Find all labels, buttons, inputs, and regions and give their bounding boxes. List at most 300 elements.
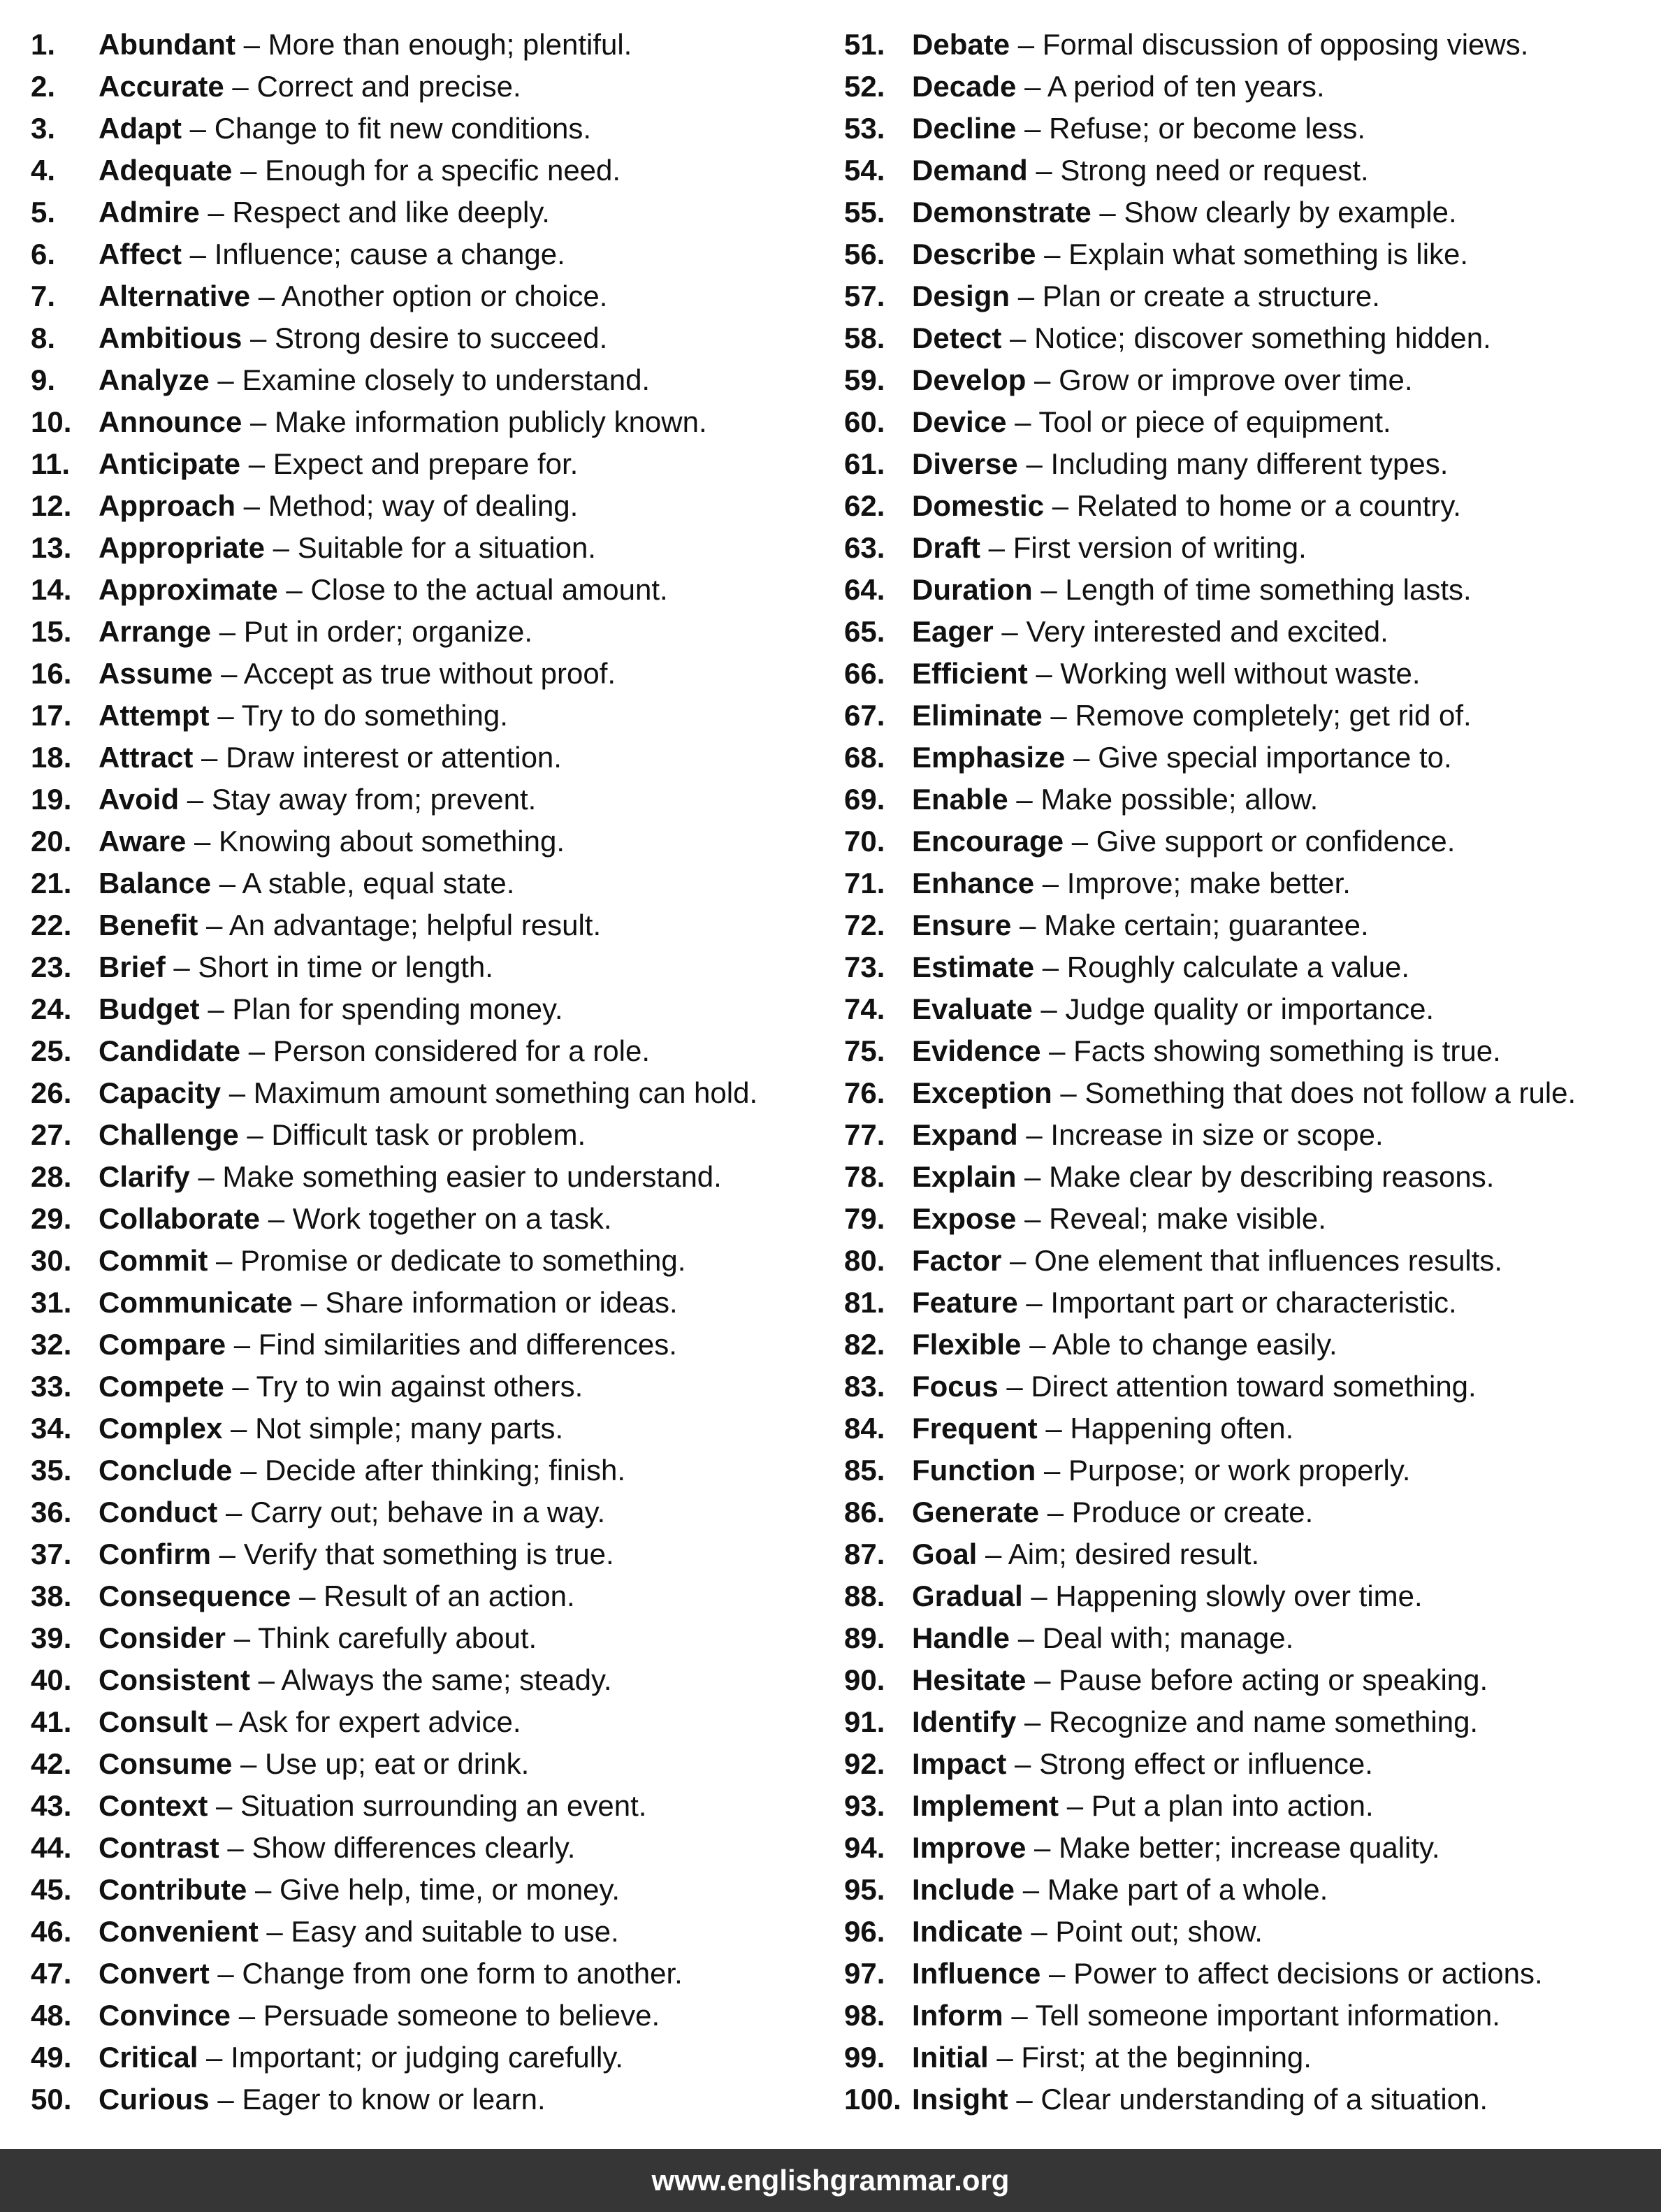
footer-website[interactable]: www.englishgrammar.org (651, 2164, 1010, 2197)
entry-word: Duration (912, 573, 1033, 606)
entry-text (912, 946, 1409, 988)
entry-number: 25. (31, 1034, 72, 1067)
entry-text (912, 1156, 1494, 1198)
entry-number: 12. (31, 489, 72, 522)
entry-word: Aware (99, 825, 187, 858)
entry-definition: Happening slowly over time. (1055, 1580, 1423, 1612)
entry-number: 38. (31, 1580, 72, 1612)
entry-definition: Accept as true without proof. (243, 657, 616, 690)
entry-separator: – (219, 1831, 252, 1864)
entry-definition: Point out; show. (1055, 1915, 1263, 1948)
entry-definition: Strong desire to succeed. (275, 321, 608, 354)
entry-word: Communicate (99, 1286, 293, 1319)
entry-separator: – (211, 1538, 244, 1570)
entry-separator: – (1001, 321, 1035, 354)
entry-definition: Tool or piece of equipment. (1038, 405, 1391, 438)
entry-number: 65. (844, 615, 885, 648)
entry-word: Arrange (99, 615, 212, 648)
entry-word: Generate (912, 1496, 1040, 1528)
entry-number: 46. (31, 1915, 72, 1948)
entry-separator: – (240, 447, 273, 480)
vocabulary-entry (844, 1995, 1655, 2037)
entry-definition: Easy and suitable to use. (291, 1915, 619, 1948)
entry-word: Focus (912, 1370, 999, 1403)
vocabulary-entry (31, 401, 841, 443)
entry-text (99, 485, 578, 527)
vocabulary-entry (31, 443, 841, 485)
entry-text (912, 1282, 1457, 1324)
entry-number: 74. (844, 992, 885, 1025)
entry-separator: – (1091, 196, 1124, 229)
entry-text (912, 611, 1388, 653)
entry-text (912, 1827, 1440, 1869)
entry-text (99, 569, 668, 611)
entry-text (99, 653, 616, 695)
entry-definition: Close to the actual amount. (310, 573, 668, 606)
entry-separator: – (211, 867, 242, 899)
entry-word: Function (912, 1454, 1036, 1487)
entry-number: 50. (31, 2083, 72, 2116)
entry-text (99, 1282, 678, 1324)
vocabulary-entry (31, 1659, 841, 1701)
entry-word: Improve (912, 1831, 1027, 1864)
entry-text (912, 359, 1413, 401)
vocabulary-entry (31, 904, 841, 946)
entry-definition: Short in time or length. (198, 950, 493, 983)
entry-word: Detect (912, 321, 1002, 354)
entry-separator: – (209, 699, 242, 732)
vocabulary-entry (31, 1366, 841, 1408)
entry-number: 44. (31, 1831, 72, 1864)
entry-definition: Strong effect or influence. (1039, 1747, 1373, 1780)
vocabulary-entry (31, 1911, 841, 1953)
entry-number: 75. (844, 1034, 885, 1067)
entry-number: 49. (31, 2041, 72, 2074)
entry-number: 4. (31, 154, 56, 187)
entry-word: Gradual (912, 1580, 1023, 1612)
entry-separator: – (988, 2041, 1022, 2074)
entry-text (912, 695, 1472, 737)
entry-separator: – (1034, 950, 1067, 983)
entry-definition: Maximum amount something can hold. (253, 1076, 758, 1109)
entry-definition: Remove completely; get rid of. (1075, 699, 1472, 732)
entry-word: Approach (99, 489, 236, 522)
entry-separator: – (1039, 1496, 1072, 1528)
entry-separator: – (250, 1663, 282, 1696)
entry-number: 31. (31, 1286, 72, 1319)
entry-text (99, 1995, 660, 2037)
vocabulary-entry (31, 1240, 841, 1282)
entry-separator: – (226, 1328, 259, 1361)
entry-definition: Aim; desired result. (1008, 1538, 1260, 1570)
entry-definition: Plan for spending money. (232, 992, 563, 1025)
entry-number: 79. (844, 1202, 885, 1235)
entry-text (99, 1869, 620, 1911)
entry-separator: – (1027, 154, 1061, 187)
entry-definition: Notice; discover something hidden. (1034, 321, 1491, 354)
entry-number: 23. (31, 950, 72, 983)
entry-definition: Use up; eat or drink. (265, 1747, 530, 1780)
vocabulary-entry (31, 527, 841, 569)
vocabulary-entry (844, 653, 1655, 695)
entry-separator: – (224, 1370, 256, 1403)
entry-separator: – (1015, 1873, 1047, 1906)
entry-separator: – (209, 1957, 242, 1990)
entry-text (99, 821, 565, 862)
entry-number: 39. (31, 1621, 72, 1654)
vocabulary-entry (31, 359, 841, 401)
entry-separator: – (1008, 783, 1041, 816)
entry-definition: Not simple; many parts. (255, 1412, 564, 1445)
entry-text (912, 1324, 1337, 1366)
vocabulary-entry (31, 946, 841, 988)
entry-definition: Give special importance to. (1098, 741, 1452, 774)
vocabulary-entry (31, 1198, 841, 1240)
entry-word: Consistent (99, 1663, 251, 1696)
entry-separator: – (1036, 1454, 1068, 1487)
entry-number: 24. (31, 992, 72, 1025)
entry-separator: – (1021, 1328, 1052, 1361)
vocabulary-entry (844, 1869, 1655, 1911)
vocabulary-entry (844, 1366, 1655, 1408)
entry-definition: Produce or create. (1071, 1496, 1314, 1528)
entry-separator: – (260, 1202, 293, 1235)
entry-text (912, 1617, 1293, 1659)
entry-separator: – (238, 1118, 272, 1151)
vocabulary-entry (844, 1408, 1655, 1450)
entry-text (99, 108, 591, 150)
entry-definition: Enough for a specific need. (265, 154, 621, 187)
entry-separator: – (1026, 363, 1059, 396)
entry-word: Assume (99, 657, 213, 690)
vocabulary-entry (844, 485, 1655, 527)
entry-separator: – (235, 28, 268, 61)
entry-separator: – (1016, 1705, 1050, 1738)
entry-text (99, 233, 565, 275)
entry-separator: – (208, 1789, 241, 1822)
entry-word: Contribute (99, 1873, 247, 1906)
entry-definition: Verify that something is true. (243, 1538, 614, 1570)
entry-separator: – (1042, 699, 1075, 732)
entry-separator: – (1022, 1580, 1056, 1612)
entry-number: 99. (844, 2041, 885, 2074)
entry-text (99, 1827, 575, 1869)
entry-separator: – (980, 531, 1013, 564)
entry-definition: Plan or create a structure. (1042, 280, 1380, 312)
entry-definition: Reveal; make visible. (1049, 1202, 1326, 1235)
entry-separator: – (209, 363, 242, 396)
entry-number: 89. (844, 1621, 885, 1654)
entry-number: 29. (31, 1202, 72, 1235)
entry-definition: An advantage; helpful result. (229, 909, 602, 941)
entry-word: Anticipate (99, 447, 241, 480)
entry-text (912, 1743, 1373, 1785)
entry-text (99, 862, 514, 904)
entry-text (99, 1533, 614, 1575)
vocabulary-entry (31, 1491, 841, 1533)
entry-word: Impact (912, 1747, 1007, 1780)
entry-number: 36. (31, 1496, 72, 1528)
entry-word: Announce (99, 405, 242, 438)
entry-word: Inform (912, 1999, 1003, 2032)
entry-text (912, 1995, 1500, 2037)
entry-text (912, 233, 1468, 275)
entry-number: 42. (31, 1747, 72, 1780)
entry-definition: Correct and precise. (256, 70, 521, 103)
entry-number: 43. (31, 1789, 72, 1822)
entry-separator: – (242, 405, 275, 438)
entry-separator: – (1044, 489, 1077, 522)
entry-number: 64. (844, 573, 885, 606)
entry-word: Ambitious (99, 321, 242, 354)
entry-word: Commit (99, 1244, 208, 1277)
entry-separator: – (1010, 280, 1043, 312)
entry-text (99, 1408, 563, 1450)
entry-word: Analyze (99, 363, 210, 396)
vocabulary-column-right (844, 24, 1655, 2120)
entry-separator: – (182, 238, 215, 270)
vocabulary-entry (31, 66, 841, 108)
entry-word: Describe (912, 238, 1036, 270)
entry-number: 93. (844, 1789, 885, 1822)
entry-separator: – (1006, 405, 1039, 438)
entry-word: Challenge (99, 1118, 239, 1151)
entry-number: 3. (31, 112, 56, 145)
entry-word: Explain (912, 1160, 1017, 1193)
entry-word: Estimate (912, 950, 1035, 983)
entry-word: Encourage (912, 825, 1064, 858)
entry-separator: – (247, 1873, 280, 1906)
vocabulary-entry (31, 275, 841, 317)
entry-number: 100. (844, 2083, 901, 2116)
entry-text (912, 1701, 1478, 1743)
entry-word: Emphasize (912, 741, 1066, 774)
entry-word: Consume (99, 1747, 233, 1780)
entry-separator: – (193, 741, 226, 774)
vocabulary-entry (31, 1156, 841, 1198)
entry-word: Eager (912, 615, 994, 648)
entry-definition: Find similarities and differences. (258, 1328, 677, 1361)
entry-separator: – (1059, 1789, 1091, 1822)
entry-separator: – (232, 1454, 266, 1487)
entry-number: 82. (844, 1328, 885, 1361)
entry-definition: Related to home or a country. (1076, 489, 1461, 522)
entry-text (99, 1030, 650, 1072)
entry-text (912, 1575, 1423, 1617)
vocabulary-entry (31, 233, 841, 275)
entry-separator: – (186, 825, 219, 858)
vocabulary-entry (31, 611, 841, 653)
entry-definition: Power to affect decisions or actions. (1073, 1957, 1543, 1990)
entry-text (912, 904, 1369, 946)
entry-text (912, 443, 1448, 485)
entry-text (99, 1575, 575, 1617)
vocabulary-entry (31, 108, 841, 150)
entry-definition: Make part of a whole. (1047, 1873, 1328, 1906)
entry-word: Diverse (912, 447, 1018, 480)
entry-definition: Think carefully about. (257, 1621, 537, 1654)
entry-definition: Important part or characteristic. (1050, 1286, 1457, 1319)
entry-separator: – (1017, 1286, 1051, 1319)
entry-separator: – (235, 489, 268, 522)
entry-definition: Very interested and excited. (1026, 615, 1388, 648)
vocabulary-entry (31, 1072, 841, 1114)
entry-text (912, 1408, 1293, 1450)
entry-text (912, 653, 1421, 695)
entry-number: 53. (844, 112, 885, 145)
entry-text (99, 1240, 686, 1282)
vocabulary-entry (844, 1827, 1655, 1869)
entry-number: 71. (844, 867, 885, 899)
entry-definition: Another option or choice. (281, 280, 608, 312)
entry-word: Convert (99, 1957, 210, 1990)
entry-text (99, 1114, 586, 1156)
entry-word: Include (912, 1873, 1015, 1906)
entry-word: Conduct (99, 1496, 218, 1528)
entry-word: Consequence (99, 1580, 291, 1612)
entry-separator: – (1011, 909, 1045, 941)
vocabulary-entry (844, 695, 1655, 737)
entry-number: 15. (31, 615, 72, 648)
entry-separator: – (993, 615, 1027, 648)
entry-separator: – (1008, 2083, 1041, 2116)
entry-definition: Facts showing something is true. (1073, 1034, 1501, 1067)
entry-word: Convince (99, 1999, 231, 2032)
entry-definition: Recognize and name something. (1049, 1705, 1479, 1738)
entry-definition: Length of time something lasts. (1065, 573, 1472, 606)
entry-definition: Share information or ideas. (325, 1286, 678, 1319)
vocabulary-entry (844, 150, 1655, 191)
entry-separator: – (265, 531, 298, 564)
vocabulary-entry (31, 1575, 841, 1617)
vocabulary-entry (31, 485, 841, 527)
vocabulary-entry (31, 1282, 841, 1324)
entry-number: 32. (31, 1328, 72, 1361)
entry-word: Collaborate (99, 1202, 261, 1235)
vocabulary-entry (844, 527, 1655, 569)
entry-text (99, 1366, 583, 1408)
entry-number: 56. (844, 238, 885, 270)
entry-separator: – (258, 1915, 291, 1948)
entry-text (99, 443, 578, 485)
entry-word: Context (99, 1789, 208, 1822)
vocabulary-entry (31, 1533, 841, 1575)
entry-number: 88. (844, 1580, 885, 1612)
entry-number: 85. (844, 1454, 885, 1487)
vocabulary-entry (844, 1156, 1655, 1198)
entry-text (912, 1491, 1313, 1533)
entry-number: 8. (31, 321, 56, 354)
entry-text (912, 2037, 1312, 2079)
entry-text (99, 191, 550, 233)
entry-word: Initial (912, 2041, 989, 2074)
vocabulary-entry (844, 1911, 1655, 1953)
entry-number: 69. (844, 783, 885, 816)
entry-text (912, 1869, 1328, 1911)
entry-number: 37. (31, 1538, 72, 1570)
entry-definition: Formal discussion of opposing views. (1042, 28, 1529, 61)
vocabulary-entry (31, 1701, 841, 1743)
entry-number: 22. (31, 909, 72, 941)
entry-word: Complex (99, 1412, 223, 1445)
entry-separator: – (1016, 112, 1050, 145)
entry-word: Admire (99, 196, 200, 229)
entry-word: Abundant (99, 28, 235, 61)
vocabulary-entry (31, 1450, 841, 1491)
vocabulary-entry (31, 988, 841, 1030)
entry-text (912, 1240, 1502, 1282)
entry-number: 51. (844, 28, 885, 61)
entry-text (912, 275, 1380, 317)
entry-definition: Always the same; steady. (281, 1663, 612, 1696)
entry-separator: – (242, 321, 275, 354)
entry-number: 30. (31, 1244, 72, 1277)
entry-definition: Show clearly by example. (1124, 196, 1457, 229)
entry-word: Goal (912, 1538, 978, 1570)
entry-word: Compare (99, 1328, 226, 1361)
entry-definition: One element that influences results. (1034, 1244, 1503, 1277)
vocabulary-entry (844, 191, 1655, 233)
entry-definition: Refuse; or become less. (1049, 112, 1365, 145)
entry-definition: Explain what something is like. (1068, 238, 1469, 270)
entry-text (912, 527, 1307, 569)
entry-word: Brief (99, 950, 166, 983)
entry-number: 80. (844, 1244, 885, 1277)
entry-number: 28. (31, 1160, 72, 1193)
vocabulary-entry (844, 1953, 1655, 1995)
entry-definition: More than enough; plentiful. (268, 28, 632, 61)
entry-text (99, 24, 632, 66)
entry-text (912, 1659, 1488, 1701)
entry-text (912, 1366, 1477, 1408)
entry-word: Demand (912, 154, 1028, 187)
entry-definition: Clear understanding of a situation. (1040, 2083, 1488, 2116)
entry-separator: – (211, 615, 244, 648)
vocabulary-entry (844, 1575, 1655, 1617)
entry-separator: – (198, 2041, 231, 2074)
entry-text (912, 988, 1434, 1030)
entry-separator: – (977, 1538, 1008, 1570)
vocabulary-entry (31, 1114, 841, 1156)
entry-definition: Direct attention toward something. (1031, 1370, 1477, 1403)
entry-word: Clarify (99, 1160, 190, 1193)
vocabulary-entry (844, 1785, 1655, 1827)
entry-number: 34. (31, 1412, 72, 1445)
entry-text (912, 1785, 1374, 1827)
entry-definition: Change to fit new conditions. (214, 112, 592, 145)
vocabulary-entry (31, 191, 841, 233)
entry-number: 60. (844, 405, 885, 438)
entry-text (99, 988, 563, 1030)
vocabulary-entry (31, 569, 841, 611)
vocabulary-entry (844, 862, 1655, 904)
entry-definition: Judge quality or importance. (1065, 992, 1435, 1025)
entry-number: 63. (844, 531, 885, 564)
entry-word: Attract (99, 741, 194, 774)
entry-separator: – (226, 1621, 258, 1654)
entry-word: Curious (99, 2083, 210, 2116)
entry-word: Expand (912, 1118, 1018, 1151)
entry-number: 40. (31, 1663, 72, 1696)
entry-text (912, 191, 1457, 233)
entry-text (99, 1324, 677, 1366)
vocabulary-entry (31, 653, 841, 695)
entry-separator: – (208, 1705, 239, 1738)
entry-text (99, 150, 621, 191)
entry-separator: – (1065, 741, 1098, 774)
entry-separator: – (291, 1580, 324, 1612)
entry-definition: Stay away from; prevent. (211, 783, 537, 816)
